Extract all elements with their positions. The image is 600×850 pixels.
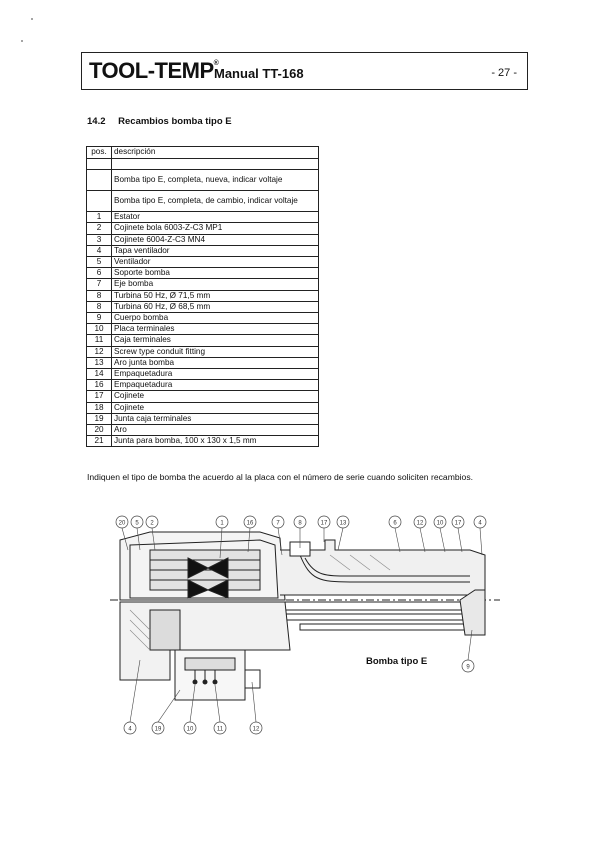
table-row: [87, 234, 319, 245]
cell-description: Estator: [112, 212, 319, 223]
cell-pos: 2: [87, 223, 112, 234]
callout-number: 8: [298, 520, 302, 527]
cell-pos: 14: [87, 369, 112, 380]
callout-number: 5: [135, 520, 139, 527]
cell-description: Cojinete 6004-Z-C3 MN4: [112, 234, 319, 245]
cell-pos: 10: [87, 324, 112, 335]
table-row: [87, 413, 319, 424]
callout-marker: [318, 516, 330, 528]
callout-marker: [474, 516, 486, 528]
cell-pos: 5: [87, 257, 112, 268]
table-row: [87, 245, 319, 256]
callout-number: 16: [246, 520, 254, 527]
callout-marker: [214, 722, 226, 734]
table-row: [87, 380, 319, 391]
callout-marker: [294, 516, 306, 528]
table-row: [87, 324, 319, 335]
cell-pos: 18: [87, 402, 112, 413]
callout-marker: [216, 516, 228, 528]
cell-description: Junta para bomba, 100 x 130 x 1,5 mm: [112, 436, 319, 447]
drawing-caption: Bomba tipo E: [366, 656, 428, 667]
callout-number: 13: [339, 520, 347, 527]
cell-description: Cuerpo bomba: [112, 313, 319, 324]
table-row: [87, 268, 319, 279]
callout-number: 12: [416, 520, 424, 527]
callout-number: 4: [478, 520, 482, 527]
page-header: [81, 52, 528, 90]
callout-number: 20: [118, 520, 126, 527]
page-number: - 27 -: [491, 67, 517, 79]
callout-marker: [414, 516, 426, 528]
callout-number: 11: [216, 726, 224, 733]
cell-pos: 17: [87, 391, 112, 402]
cell-description: Soporte bomba: [112, 268, 319, 279]
scan-speck: [31, 18, 33, 20]
section-number: 14.2: [87, 116, 106, 127]
cell-pos: [87, 170, 112, 191]
table-row: [87, 223, 319, 234]
cell-description: Tapa ventilador: [112, 245, 319, 256]
callout-marker: [434, 516, 446, 528]
table-row: [87, 159, 319, 170]
callout-marker: [250, 722, 262, 734]
table-row: [87, 212, 319, 223]
table-row: [87, 436, 319, 447]
callout-marker: [452, 516, 464, 528]
callout-number: 19: [154, 726, 162, 733]
table-row: [87, 313, 319, 324]
parts-table: [86, 146, 319, 447]
cell-pos: 9: [87, 313, 112, 324]
cell-pos: 8: [87, 290, 112, 301]
cell-description: Empaquetadura: [112, 369, 319, 380]
cell-pos: 20: [87, 425, 112, 436]
cell-pos: 1: [87, 212, 112, 223]
callout-marker: [389, 516, 401, 528]
table-row: [87, 301, 319, 312]
cell-pos: [87, 159, 112, 170]
table-row: [87, 425, 319, 436]
cell-description: Bomba tipo E, completa, nueva, indicar voltaje: [112, 170, 319, 191]
callout-marker: [146, 516, 158, 528]
table-row: [87, 402, 319, 413]
cell-description: Caja terminales: [112, 335, 319, 346]
table-row: [87, 257, 319, 268]
cell-pos: 6: [87, 268, 112, 279]
table-row: [87, 191, 319, 212]
cell-pos: 13: [87, 357, 112, 368]
cell-description: Cojinete: [112, 402, 319, 413]
cell-description: Eje bomba: [112, 279, 319, 290]
table-row: [87, 170, 319, 191]
tool-temp-logo: TOOL-TEMP®: [89, 58, 219, 83]
cell-description: Junta caja terminales: [112, 413, 319, 424]
cell-description: Placa terminales: [112, 324, 319, 335]
section-heading: [87, 116, 232, 127]
cell-pos: [87, 191, 112, 212]
callout-number: 1: [220, 520, 224, 527]
cell-pos: 16: [87, 380, 112, 391]
cell-pos: 8: [87, 301, 112, 312]
scan-speck: [21, 40, 23, 42]
cell-description: [112, 159, 319, 170]
column-header-description: descripción: [112, 147, 319, 159]
callout-number: 10: [436, 520, 444, 527]
callout-marker: [124, 722, 136, 734]
cell-pos: 11: [87, 335, 112, 346]
callout-marker: [184, 722, 196, 734]
cell-description: Cojinete: [112, 391, 319, 402]
callout-number: 17: [454, 520, 462, 527]
table-row: [87, 391, 319, 402]
callout-number: 17: [320, 520, 328, 527]
callout-number: 7: [276, 520, 280, 527]
callout-marker: [337, 516, 349, 528]
cell-pos: 4: [87, 245, 112, 256]
cell-pos: 19: [87, 413, 112, 424]
cell-description: Bomba tipo E, completa, de cambio, indicar voltaje: [112, 191, 319, 212]
cell-description: Aro: [112, 425, 319, 436]
callout-number: 4: [128, 726, 132, 733]
callout-number: 10: [186, 726, 194, 733]
cell-description: Empaquetadura: [112, 380, 319, 391]
callout-number: 2: [150, 520, 154, 527]
column-header-pos: pos.: [87, 147, 112, 159]
callout-marker: [116, 516, 128, 528]
callout-marker: [272, 516, 284, 528]
callout-number: 12: [252, 726, 260, 733]
table-row: [87, 279, 319, 290]
section-title: Recambios bomba tipo E: [118, 116, 232, 127]
table-header-row: [87, 147, 319, 159]
cell-description: Screw type conduit fitting: [112, 346, 319, 357]
cell-description: Cojinete bola 6003-Z-C3 MP1: [112, 223, 319, 234]
table-row: [87, 369, 319, 380]
cell-description: Ventilador: [112, 257, 319, 268]
cell-pos: 3: [87, 234, 112, 245]
cell-pos: 12: [87, 346, 112, 357]
callout-marker: [152, 722, 164, 734]
order-note: Indiquen el tipo de bomba the acuerdo al la placa con el número de serie cuando soliciten recambios.: [87, 472, 474, 482]
manual-title: Manual TT-168: [214, 66, 304, 81]
table-row: [87, 290, 319, 301]
cell-pos: 21: [87, 436, 112, 447]
table-row: [87, 346, 319, 357]
callout-number: 6: [393, 520, 397, 527]
callout-marker: [462, 660, 474, 672]
callout-number: 9: [466, 664, 470, 671]
cell-description: Turbina 50 Hz, Ø 71,5 mm: [112, 290, 319, 301]
table-row: [87, 335, 319, 346]
cell-pos: 7: [87, 279, 112, 290]
pump-drawing: [110, 510, 500, 745]
table-row: [87, 357, 319, 368]
cell-description: Aro junta bomba: [112, 357, 319, 368]
callout-marker: [131, 516, 143, 528]
cell-description: Turbina 60 Hz, Ø 68,5 mm: [112, 301, 319, 312]
callout-marker: [244, 516, 256, 528]
